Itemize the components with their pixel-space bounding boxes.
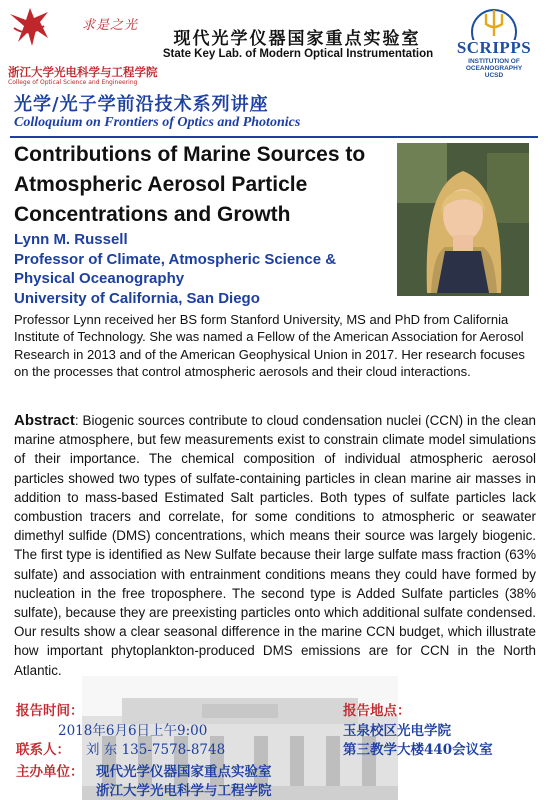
speaker-position: Professor of Climate, Atmospheric Science & Physical Oceanography (14, 250, 337, 287)
contact-label: 联系人： (16, 742, 70, 758)
zju-motto-text: 求是之光 (82, 18, 139, 33)
place-value-2: 第三教学大楼440会议室 (343, 742, 493, 758)
contact-value: 刘 东 135-7578-8748 (86, 742, 226, 758)
speaker-photo (397, 143, 529, 296)
place-label: 报告地点： (343, 703, 411, 719)
scripps-logo (446, 6, 542, 90)
speaker-name: Lynn M. Russell (14, 231, 128, 248)
host-value-1: 现代光学仪器国家重点实验室 (96, 764, 272, 780)
zju-emblem-icon (8, 8, 50, 48)
place-value-1: 玉泉校区光电学院 (343, 723, 451, 739)
time-value: 2018年6月6日上午9:00 (58, 723, 208, 739)
series-title-en: Colloquium on Frontiers of Optics and Photonics (14, 115, 301, 130)
lab-name-cn: 现代光学仪器国家重点实验室 (173, 29, 421, 49)
abstract-label: Abstract (14, 412, 75, 429)
series-title-cn: 光学/光子学前沿技术系列讲座 (14, 94, 269, 115)
host-value-2: 浙江大学光电科学与工程学院 (96, 783, 272, 799)
abstract-text: : Biogenic sources contribute to cloud condensation nuclei (CCN) in the clean marine atmosphere, but few measurements exist to constrain climate model simulations of their importance. The chemical composition of individual atmospheric aerosol particles showed two types of sulfate-containing particles in clean marine air masses in addition to mass-based Estimated Salt particles. Both types of sulfate particles lack combustion tracers and correlate, for some conditions to atmospheric or seawater dimethyl sulfide (DMS) concentrations, which means their source was largely biogenic. The first type is identified as New Sulfate because their large sulfate mass fraction (63% sulfate) and association with entrainment conditions means they could have formed by nucleation in the free troposphere. The second type is Added Sulfate particles (38% sulfate), because they are preexisting particles onto which additional sulfate condensed. Our results show a clear seasonal difference in the marine CCN budget, which illustrate how important phytoplankton-produced DMS emissions are for CCN in the North Atlantic. (14, 413, 536, 678)
time-label: 报告时间： (16, 703, 84, 719)
scripps-line-1: INSTITUTION OF (468, 58, 520, 65)
zju-college-name-cn: 浙江大学光电科学与工程学院 (8, 65, 158, 79)
zju-college-name-en: College of Optical Science and Engineering (8, 79, 138, 86)
divider (10, 136, 538, 138)
scripps-wordmark: SCRIPPS (456, 38, 532, 57)
scripps-line-3: UCSD (484, 72, 504, 79)
zju-college-logo (6, 6, 156, 86)
speaker-portrait-image (397, 143, 529, 296)
poster-header (0, 0, 548, 88)
scripps-line-2: OCEANOGRAPHY (465, 65, 523, 72)
speaker-affiliation: University of California, San Diego (14, 289, 260, 307)
talk-title: Contributions of Marine Sources to Atmospheric Aerosol Particle Concentrations and Growth (14, 143, 366, 226)
host-label: 主办单位： (16, 764, 84, 780)
speaker-bio: Professor Lynn received her BS form Stanford University, MS and PhD from California Institute of Technology. She was named a Fellow of the American Association for Aerosol Research in 2013 and of the American Geophysical Union in 2017. Her research focuses on the processes that control atmospheric aerosols and their cloud interactions. (14, 312, 525, 379)
scripps-trident-icon (468, 6, 520, 40)
speaker-block (14, 230, 394, 308)
lab-name-en: State Key Lab. of Modern Optical Instrumentation (162, 48, 434, 60)
abstract-paragraph (14, 411, 536, 680)
